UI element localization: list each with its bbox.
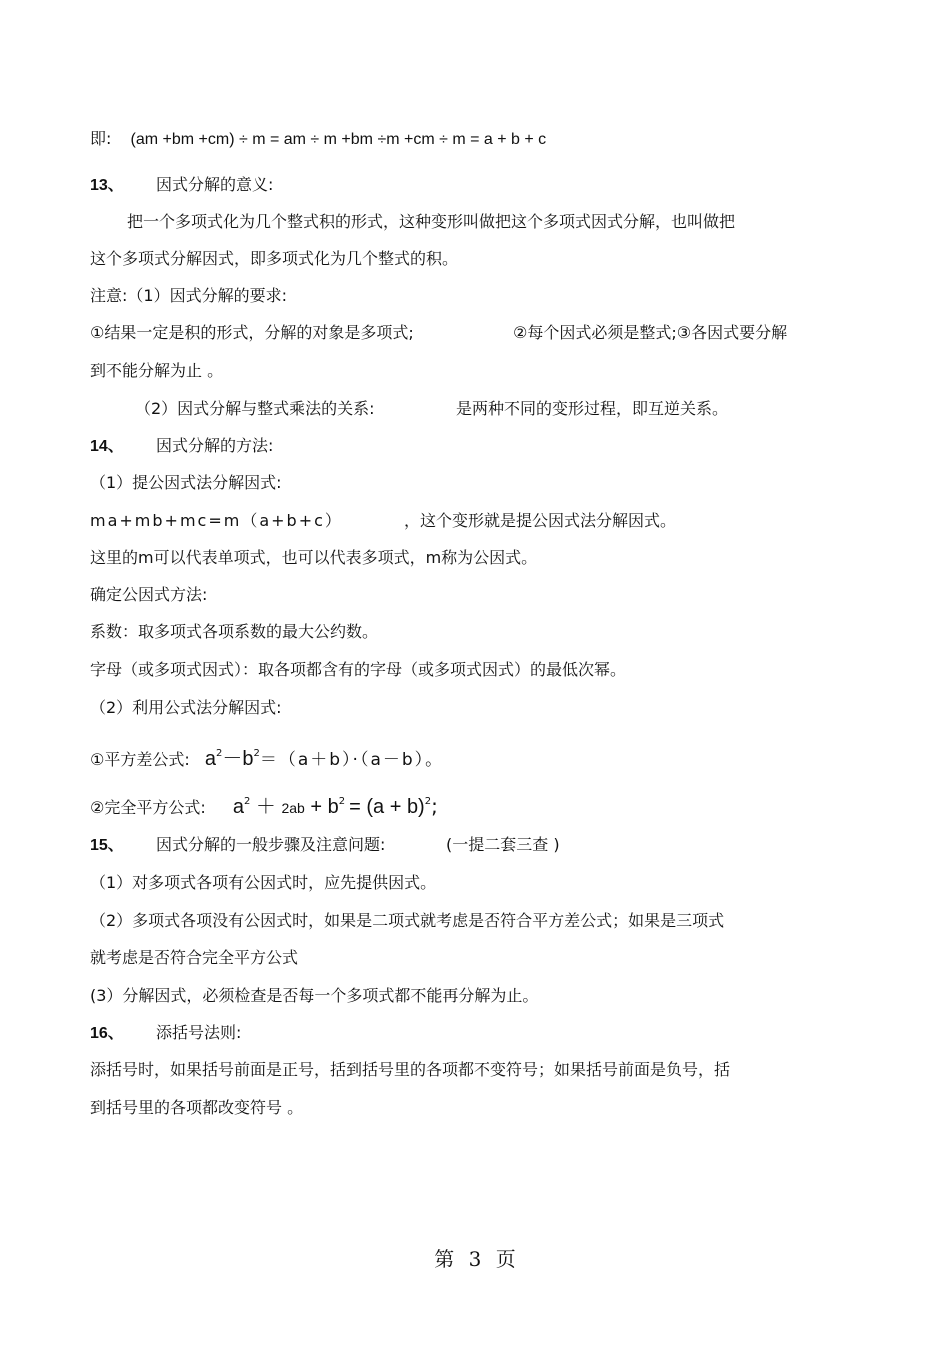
formula-label: ①平方差公式: [90, 750, 190, 769]
page-label-pre: 第 [434, 1247, 455, 1271]
formula-label: ②完全平方公式: [90, 798, 206, 817]
var-a: a [232, 796, 244, 818]
exponent: 2 [424, 796, 432, 807]
note-heading: 注意:（1）因式分解的要求: [90, 286, 287, 305]
formula-line [90, 128, 546, 151]
exponent: 2 [253, 748, 260, 759]
method-2-title: （2）利用公式法分解因式: [90, 698, 282, 717]
page-footer [0, 1243, 950, 1272]
exponent: 2 [243, 796, 251, 807]
section-13-heading [90, 174, 273, 197]
section-number: 13、 [90, 177, 124, 194]
requirement-line [90, 322, 788, 344]
section-15-heading [90, 834, 560, 857]
section-title: 因式分解的一般步骤及注意问题: [156, 835, 386, 854]
step-line: （1）对多项式各项有公因式时，应先提供因式。 [90, 873, 437, 892]
perfect-square-line [90, 788, 438, 822]
section-number: 15、 [90, 837, 124, 854]
section-tag: (一提二套三查 ) [446, 835, 560, 854]
paragraph-line: 这个多项式分解因式，即多项式化为几个整式的积。 [90, 249, 459, 268]
section-number: 14、 [90, 438, 124, 455]
common-factor-formula: ma+mb+mc=m（a+b+c） [90, 511, 343, 530]
section-title: 添括号法则: [156, 1023, 242, 1042]
factored-form: ＝（a＋b）·（a－b）。 [259, 750, 445, 770]
section-14-heading [90, 435, 273, 458]
paragraph-line: 确定公因式方法: [90, 585, 208, 604]
requirement-continued: 到不能分解为止 。 [90, 361, 224, 380]
paragraph-line: 这里的m可以代表单项式，也可以代表多项式，m称为公因式。 [90, 548, 538, 567]
paragraph-line: 把一个多项式化为几个整式积的形式，这种变形叫做把这个多项式因式分解，也叫做把 [127, 212, 736, 231]
minus-b: －b [222, 748, 254, 770]
requirement-1: ①结果一定是积的形式，分解的对象是多项式; [90, 323, 414, 342]
difference-of-squares-line [90, 740, 444, 774]
method-1-title: （1）提公因式法分解因式: [90, 473, 282, 492]
section-title: 因式分解的方法: [156, 436, 274, 455]
plus-sign: ＋ [250, 796, 282, 818]
paragraph-line: 添括号时，如果括号前面是正号，括到括号里的各项都不变符号；如果括号前面是负号，括 [90, 1060, 731, 1079]
step-line: 就考虑是否符合完全平方公式 [90, 948, 299, 967]
paragraph-line: 字母（或多项式因式）：取各项都含有的字母（或多项式因式）的最低次幂。 [90, 660, 627, 679]
division-formula: (am +bm +cm) ÷ m = am ÷ m +bm ÷m +cm ÷ m = a + b + c [130, 131, 547, 148]
page-label-post: 页 [495, 1247, 516, 1271]
method-1-formula-line [90, 510, 677, 532]
step-line: （2）多项式各项没有公因式时，如果是二项式就考虑是否符合平方差公式；如果是三项式 [90, 911, 725, 930]
requirement-2: ②每个因式必须是整式;③各因式要分解 [513, 323, 788, 342]
formula-description: ，这个变形就是提公因式法分解因式。 [404, 511, 677, 530]
section-16-heading [90, 1022, 241, 1045]
page-number: 3 [468, 1247, 482, 1271]
formula-prefix: 即: [90, 129, 112, 148]
relation-line [135, 398, 729, 420]
paragraph-line: 到括号里的各项都改变符号 。 [90, 1098, 304, 1117]
relation-text: 是两种不同的变形过程，即互逆关系。 [456, 399, 729, 418]
section-title: 因式分解的意义: [156, 175, 274, 194]
plus-b: + b [304, 796, 339, 818]
paragraph-line: 系数：取多项式各项系数的最大公约数。 [90, 622, 379, 641]
exponent: 2 [215, 748, 223, 759]
middle-term: 2ab [281, 800, 305, 816]
step-line: (3）分解因式，必须检查是否每一个多项式都不能再分解为止。 [90, 986, 539, 1005]
section-number: 16、 [90, 1025, 124, 1042]
var-a: a [204, 748, 216, 770]
square-result: = (a + b) [349, 796, 425, 818]
relation-label: （2）因式分解与整式乘法的关系: [135, 399, 375, 418]
semicolon: ; [431, 794, 438, 818]
exponent: 2 [338, 796, 346, 807]
